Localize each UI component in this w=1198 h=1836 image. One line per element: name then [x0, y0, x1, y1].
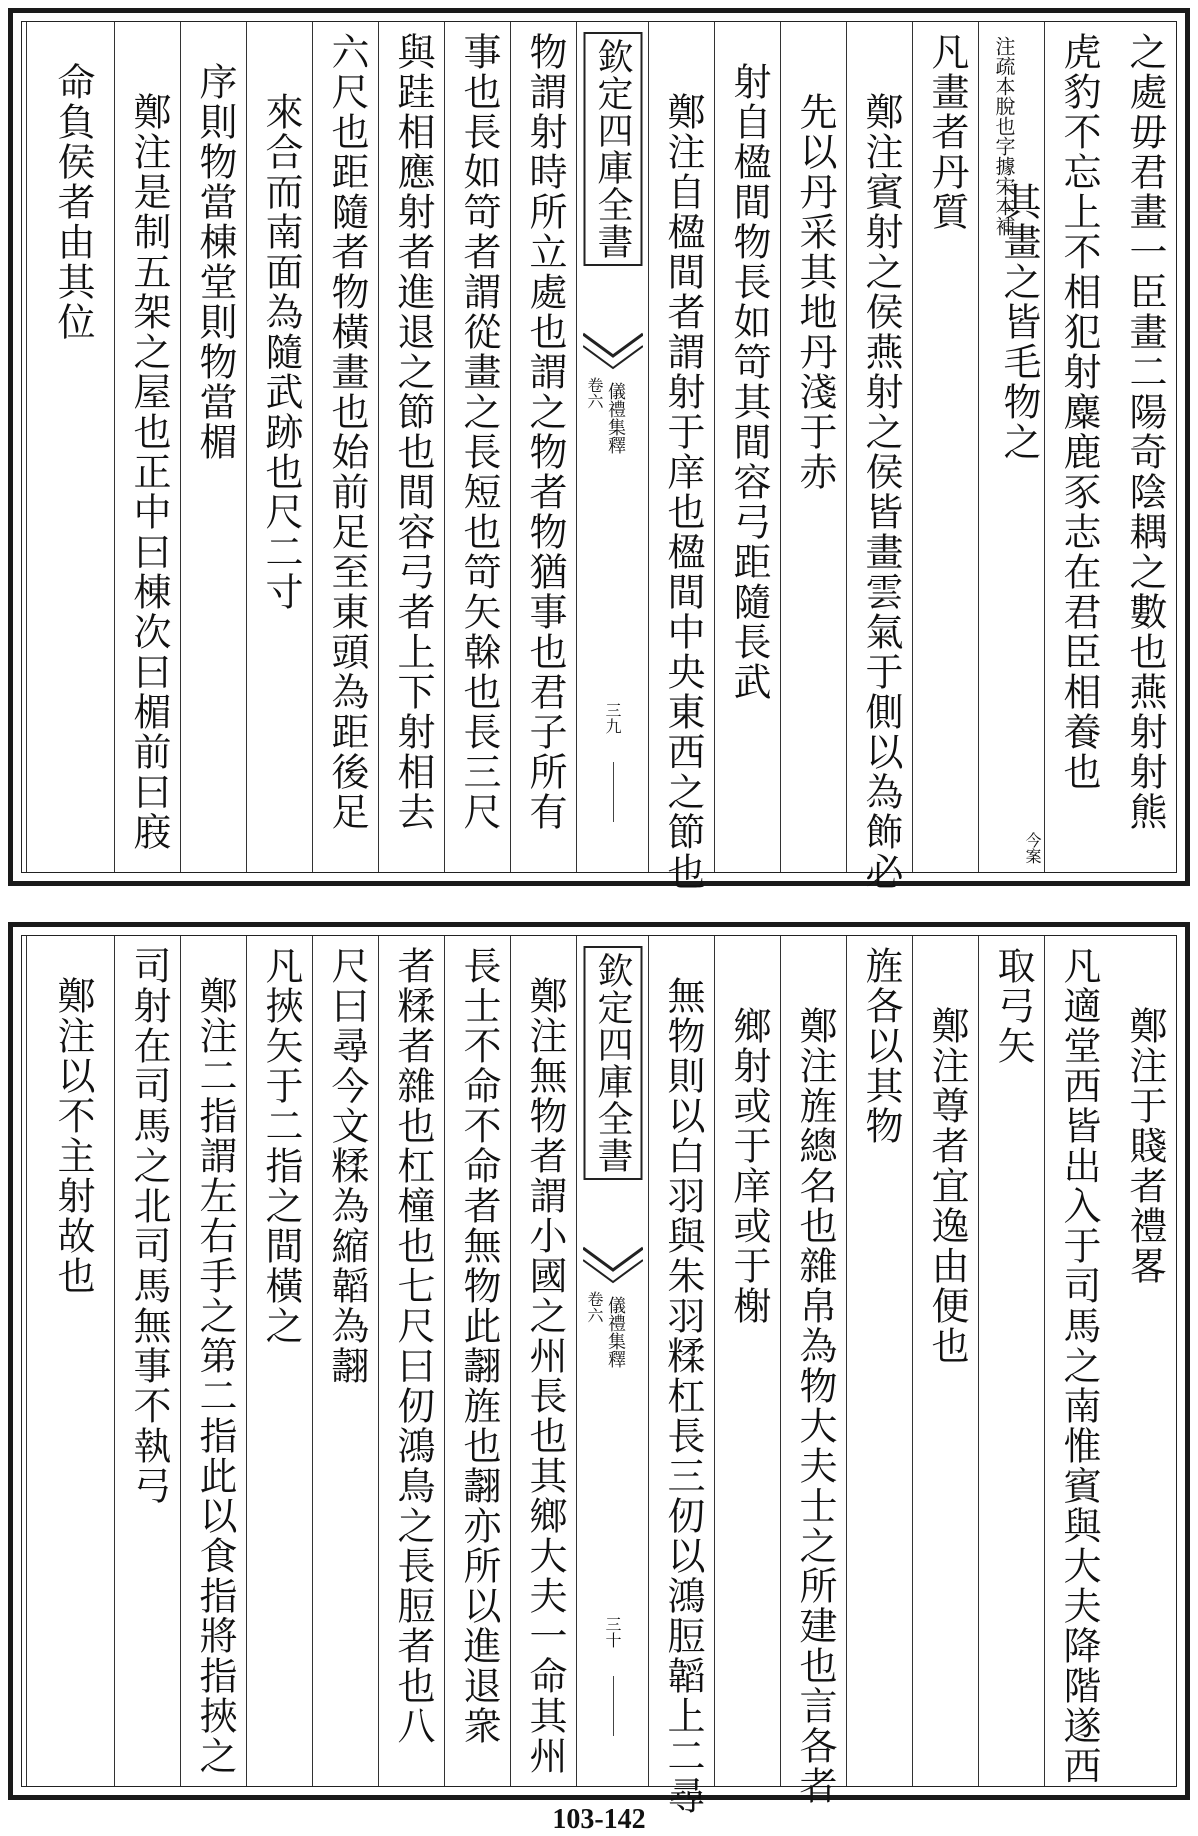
text-column — [1044, 22, 1110, 872]
top-page — [8, 8, 1190, 892]
text-column — [510, 936, 576, 1786]
column-text: 鄭注自楹間者謂射于庠也楹間中央東西之節也 — [661, 92, 705, 892]
column-text: 命負侯者由其位 — [51, 62, 95, 342]
column-text: 其畫之皆毛物之 — [997, 182, 1041, 462]
annotation-note: 注疏本脫也字據宋本補 — [992, 36, 1016, 236]
text-column — [180, 22, 246, 872]
text-column — [114, 22, 180, 872]
column-text: 尺曰尋今文糅為縮韜為翿 — [325, 946, 369, 1386]
column-text: 長士不命不命者無物此翿旌也翿亦所以進退衆 — [457, 946, 501, 1746]
column-text: 鄭注無物者謂小國之州長也其鄉大夫一命其州 — [523, 976, 567, 1776]
column-text: 先以丹采其地丹淺于赤 — [793, 92, 837, 492]
bottom-page-frame — [21, 935, 1177, 1816]
column-text: 者糅者雜也杠橦也七尺曰仞鴻鳥之長脰者也八 — [391, 946, 435, 1746]
text-column — [26, 936, 114, 1786]
text-column — [114, 936, 180, 1786]
text-column — [978, 22, 1044, 872]
column-text: 之處毋君畫一臣畫二陽奇陰耦之數也燕射射熊 — [1123, 32, 1167, 832]
column-text: 六尺也距隨者物橫畫也始前足至東頭為距後足 — [325, 32, 369, 832]
text-column — [246, 936, 312, 1786]
column-text: 鄭注以不主射故也 — [51, 976, 95, 1296]
text-column — [780, 22, 846, 872]
text-column — [378, 22, 444, 872]
annotation-note: 今案 — [1023, 832, 1042, 864]
text-column — [846, 22, 912, 892]
column-text: 鄭注旌總名也雜帛為物大夫士之所建也言各者 — [793, 1006, 837, 1806]
column-text: 凡畫者丹質 — [925, 32, 969, 232]
column-text: 物謂射時所立處也謂之物者物猶事也君子所有 — [523, 32, 567, 832]
text-column — [780, 936, 846, 1806]
text-column — [246, 22, 312, 872]
column-text: 鄭注是制五架之屋也正中曰棟次曰楣前曰庪 — [127, 92, 171, 852]
text-column — [180, 936, 246, 1786]
text-column — [510, 22, 576, 872]
library-title: 欽定四庫全書 — [583, 32, 642, 266]
column-text: 取弓矢 — [991, 946, 1035, 1066]
column-text: 旌各以其物 — [859, 946, 903, 1146]
volume-label: 卷六 — [585, 1291, 604, 1323]
column-text: 凡挾矢于二指之間橫之 — [259, 946, 303, 1346]
book-title: 儀禮集釋 — [605, 1296, 626, 1368]
text-column — [648, 22, 714, 892]
text-column — [846, 936, 912, 1786]
text-column — [1110, 22, 1176, 872]
text-column — [912, 936, 978, 1786]
text-column — [444, 22, 510, 872]
fish-tail-mark — [583, 1246, 643, 1286]
column-text: 凡適堂西皆出入于司馬之南惟賓與大夫降階遂西 — [1057, 946, 1101, 1786]
library-title: 欽定四庫全書 — [583, 946, 642, 1180]
text-column — [714, 936, 780, 1786]
page-number: 三十 — [603, 1616, 622, 1648]
bottom-page — [8, 922, 1190, 1816]
fish-tail-mark — [583, 332, 643, 372]
column-text: 鄉射或于庠或于榭 — [727, 1006, 771, 1326]
column-text: 射自楹間物長如笴其間容弓距隨長武 — [727, 62, 771, 702]
volume-label: 卷六 — [585, 377, 604, 409]
page-reference: 103-142 — [552, 1804, 646, 1835]
page-number: 三九 — [603, 702, 622, 734]
banderole-column — [576, 22, 648, 872]
column-text: 鄭注于賤者禮畧 — [1123, 1006, 1167, 1286]
text-column — [312, 936, 378, 1786]
column-text: 鄭注尊者宜逸由便也 — [925, 1006, 969, 1366]
text-column — [444, 936, 510, 1786]
column-text: 序則物當棟堂則物當楣 — [193, 62, 237, 462]
text-column — [1044, 936, 1110, 1786]
column-text: 事也長如笴者謂從畫之長短也笴矢榦也長三尺 — [457, 32, 501, 832]
column-text: 無物則以白羽與朱羽糅杠長三仞以鴻脰韜上二尋 — [661, 976, 705, 1816]
text-column — [978, 936, 1044, 1786]
text-column — [312, 22, 378, 872]
column-text: 來合而南面為隨武跡也尺二寸 — [259, 92, 303, 612]
text-column — [714, 22, 780, 872]
text-column — [912, 22, 978, 872]
top-page-frame — [21, 21, 1177, 892]
text-column — [648, 936, 714, 1816]
text-column — [1110, 936, 1176, 1786]
column-text: 與跬相應射者進退之節也間容弓者上下射相去 — [391, 32, 435, 832]
book-title: 儀禮集釋 — [605, 382, 626, 454]
banderole-column — [576, 936, 648, 1786]
column-text: 鄭注二指謂左右手之第二指此以食指將指挾之 — [193, 976, 237, 1776]
column-text: 鄭注賓射之侯燕射之侯皆畫雲氣于側以為飾必 — [859, 92, 903, 892]
divider — [613, 1676, 614, 1736]
column-text: 司射在司馬之北司馬無事不執弓 — [127, 946, 171, 1506]
divider — [613, 762, 614, 822]
text-column — [26, 22, 114, 872]
column-text: 虎豹不忘上不相犯射麋鹿豕志在君臣相養也 — [1057, 32, 1101, 792]
text-column — [378, 936, 444, 1786]
